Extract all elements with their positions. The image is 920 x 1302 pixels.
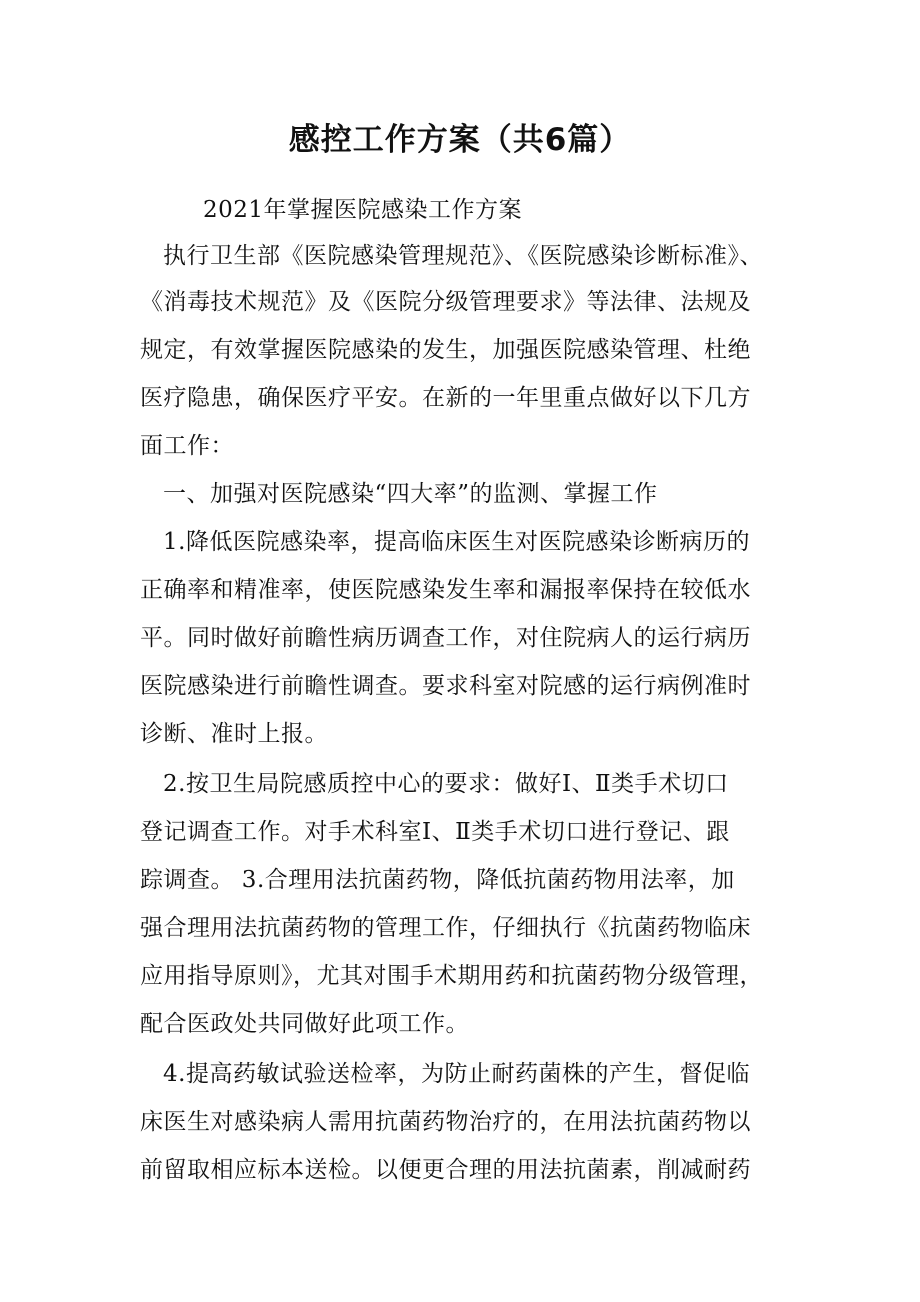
text-line: 规定，有效掌握医院感染的发生，加强医院感染管理、杜绝 — [140, 337, 751, 363]
text-line: 正确率和精准率，使医院感染发生率和漏报率保持在较低水 — [140, 577, 751, 603]
text-line: 医院感染进行前瞻性调查。要求科室对院感的运行病例准时 — [140, 673, 751, 699]
text-line: 配合医政处共同做好此项工作。 — [140, 1011, 469, 1037]
text-line: 4.提高药敏试验送检率，为防止耐药菌株的产生，督促临 — [163, 1061, 750, 1087]
text-line: 1.降低医院感染率，提高临床医生对医院感染诊断病历的 — [163, 529, 750, 555]
text-line: 踪调查。 3.合理用法抗菌药物，降低抗菌药物用法率，加 — [140, 867, 735, 893]
text-line: 登记调查工作。对手术科室Ⅰ、Ⅱ类手术切口进行登记、跟 — [140, 819, 730, 845]
text-line: 《消毒技术规范》及《医院分级管理要求》等法律、法规及 — [140, 289, 751, 315]
text-line: 前留取相应标本送检。以便更合理的用法抗菌素，削减耐药 — [140, 1157, 751, 1183]
text-line: 强合理用法抗菌药物的管理工作，仔细执行《抗菌药物临床 — [140, 915, 751, 941]
text-line: 应用指导原则》，尤其对围手术期用药和抗菌药物分级管理， — [140, 963, 763, 989]
text-line: 医疗隐患，确保医疗平安。在新的一年里重点做好以下几方 — [140, 385, 751, 411]
text-line: 2.按卫生局院感质控中心的要求：做好Ⅰ、Ⅱ类手术切口 — [163, 771, 729, 797]
text-line: 2021年掌握医院感染工作方案 — [203, 197, 523, 223]
document-title: 感控工作方案（共6篇） — [288, 122, 632, 158]
text-line: 面工作： — [140, 433, 234, 459]
text-line: 平。同时做好前瞻性病历调查工作，对住院病人的运行病历 — [140, 625, 751, 651]
text-line: 床医生对感染病人需用抗菌药物治疗的，在用法抗菌药物以 — [140, 1109, 751, 1135]
text-line: 诊断、准时上报。 — [140, 721, 328, 747]
text-line: 执行卫生部《医院感染管理规范》、《医院感染诊断标准》、 — [163, 243, 763, 269]
text-line: 一、加强对医院感染“四大率”的监测、掌握工作 — [163, 481, 658, 507]
